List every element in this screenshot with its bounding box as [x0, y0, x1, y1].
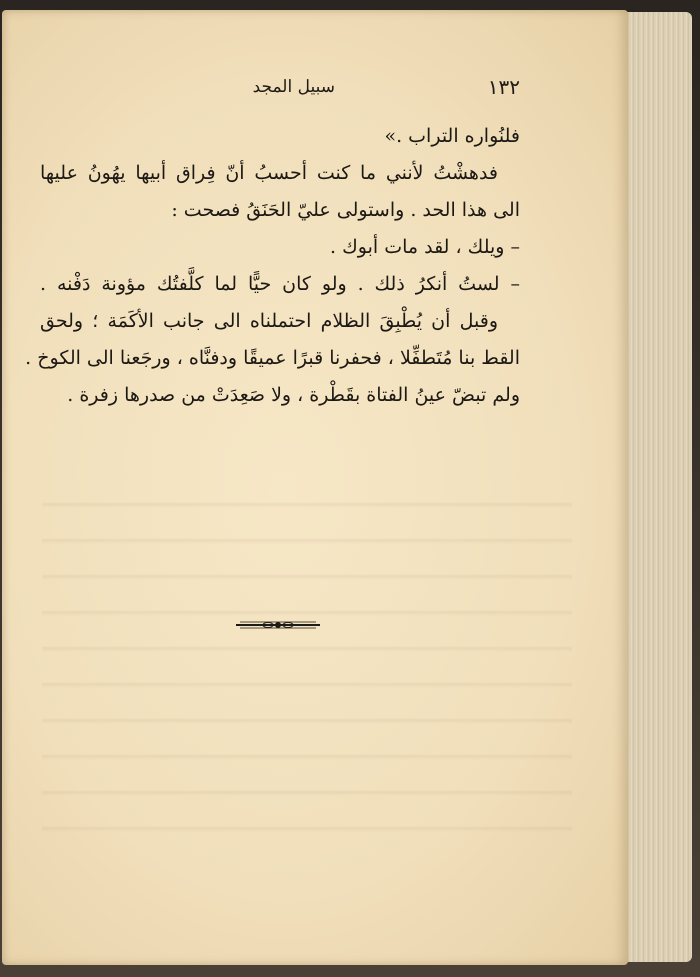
bleed-through-texture	[42, 480, 572, 840]
text-line: – لستُ أنكرُ ذلك . ولو كان حيًّا لما كلَّفتُك مؤونة دَفْنه .	[40, 273, 520, 295]
text-line: ولم تبضّ عينُ الفتاة بقَطْرة ، ولا صَعِدَتْ من صدرها زفرة .	[67, 384, 520, 406]
body-text	[25, 118, 520, 414]
divider-ornament-icon	[236, 618, 320, 632]
text-line: فدهشْتُ لأنني ما كنت أحسبُ أنّ فِراق أبيها يهُونُ عليها	[40, 162, 498, 184]
text-line: وقبل أن يُطْبِقَ الظلام احتملناه الى جانب الأكَمَة ؛ ولحق	[40, 310, 498, 332]
text-line: – ويلك ، لقد مات أبوك .	[330, 236, 520, 258]
text-line: الى هذا الحد . واستولى عليّ الحَنَقُ فصحت :	[171, 199, 520, 221]
text-line: القط بنا مُتَطفِّلا ، فحفرنا قبرًا عميقًا ودفنَّاه ، ورجَعنا الى الكوخ .	[25, 347, 520, 369]
page-number: ١٣٢	[487, 75, 520, 99]
text-line: فلنُواره التراب .»	[384, 125, 520, 147]
running-title: سبيل المجد	[252, 77, 335, 97]
page-header	[60, 75, 520, 105]
